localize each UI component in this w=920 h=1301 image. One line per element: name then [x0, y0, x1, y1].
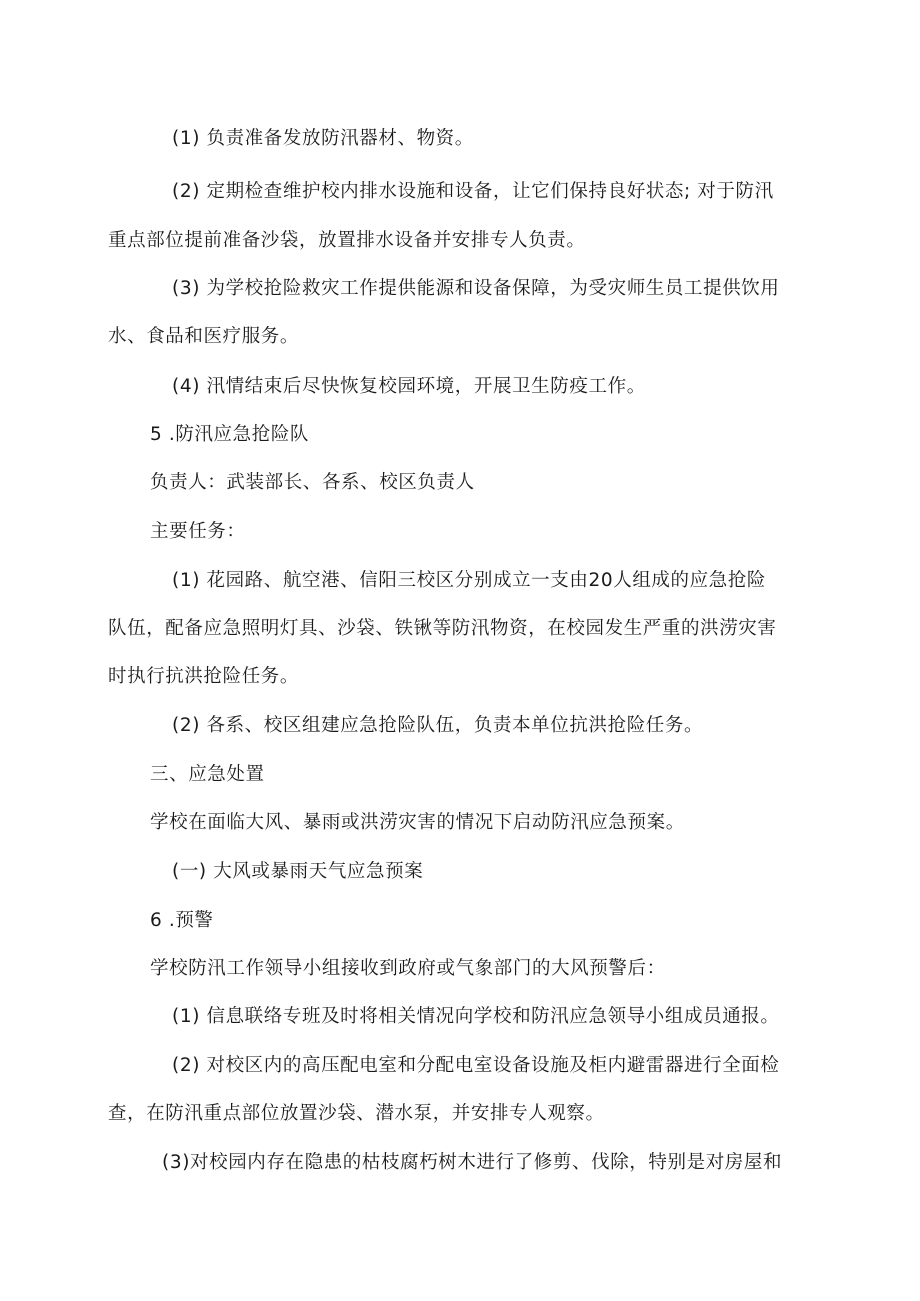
- paragraph-line: 主要任务：: [150, 521, 246, 542]
- paragraph-line: (3)对校园内存在隐患的枯枝腐朽树木进行了修剪、伐除，特别是对房屋和: [162, 1152, 783, 1173]
- section-heading: 三、应急处置: [150, 764, 265, 785]
- paragraph-line: 时执行抗洪抢险任务。: [108, 666, 300, 687]
- paragraph-line: (1) 信息联络专班及时将相关情况向学校和防汛应急领导小组成员通报。: [172, 1006, 780, 1027]
- section-heading: 5 .防汛应急抢险队: [150, 424, 310, 445]
- paragraph-line: (2) 定期检查维护校内排水设施和设备，让它们保持良好状态; 对于防汛: [172, 181, 774, 202]
- paragraph-line: 学校在面临大风、暴雨或洪涝灾害的情况下启动防汛应急预案。: [150, 812, 685, 833]
- paragraph-line: 队伍，配备应急照明灯具、沙袋、铁锹等防汛物资，在校园发生严重的洪涝灾害: [108, 618, 777, 639]
- section-heading: 6 .预警: [150, 910, 214, 931]
- subsection-heading: (一) 大风或暴雨天气应急预案: [172, 861, 424, 882]
- paragraph-line: 负责人：武装部长、各系、校区负责人: [150, 472, 475, 493]
- paragraph-line: 重点部位提前准备沙袋，放置排水设备并安排专人负责。: [108, 230, 586, 251]
- paragraph-line: (3) 为学校抢险救灾工作提供能源和设备保障，为受灾师生员工提供饮用: [172, 278, 780, 299]
- paragraph-line: 水、食品和医疗服务。: [108, 326, 300, 347]
- paragraph-line: (4) 汛情结束后尽快恢复校园环境，开展卫生防疫工作。: [172, 376, 646, 397]
- paragraph-line: (2) 对校区内的高压配电室和分配电室设备设施及柜内避雷器进行全面检: [172, 1055, 780, 1076]
- paragraph-line: (1) 花园路、航空港、信阳三校区分别成立一支由20人组成的应急抢险: [172, 570, 767, 591]
- paragraph-line: 学校防汛工作领导小组接收到政府或气象部门的大风预警后：: [150, 958, 666, 979]
- paragraph-line: (2) 各系、校区组建应急抢险队伍，负责本单位抗洪抢险任务。: [172, 715, 704, 736]
- paragraph-line: (1) 负责准备发放防汛器材、物资。: [172, 128, 474, 149]
- paragraph-line: 查，在防汛重点部位放置沙袋、潜水泵，并安排专人观察。: [108, 1103, 605, 1124]
